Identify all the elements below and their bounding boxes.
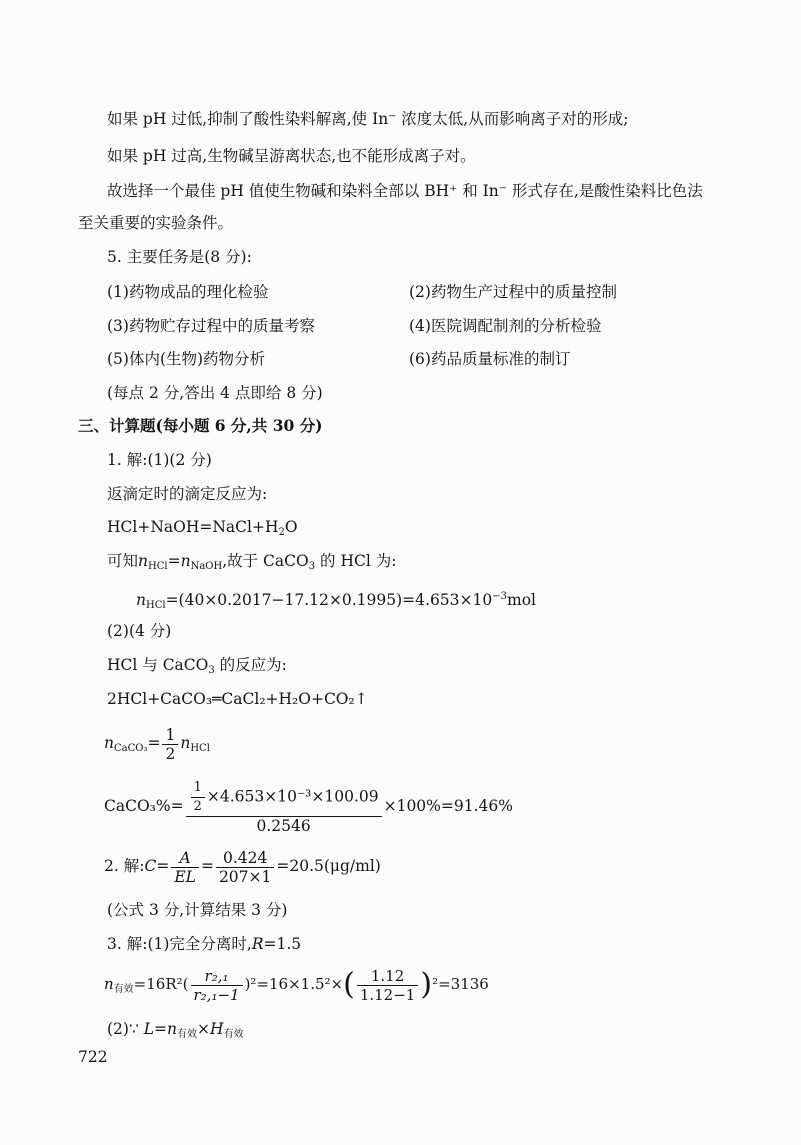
q5-item-3: (3)药物贮存过程中的质量考察 (107, 317, 315, 335)
s3-title: 3. 解:(1)完全分离时,R=1.5 (107, 935, 302, 953)
q5-title: 5. 主要任务是(8 分): (107, 248, 252, 266)
s1-text-2: 可知$n_{HCl}=n_{NaOH}$,故于 CaCO$_3$ 的 HCl 为: (107, 552, 397, 572)
q5-item-2: (2)药物生产过程中的质量控制 (409, 283, 617, 301)
fraction-half: $\frac{1}{2}$ (162, 726, 178, 763)
s1-title: 1. 解:(1)(2 分) (107, 451, 212, 469)
s1-text: 返滴定时的滴定反应为: (107, 485, 268, 503)
para1-line3: 故选择一个最佳 pH 值使生物碱和染料全部以 BH⁺ 和 In⁻ 形式存在,是酸性染料比色法 (107, 182, 703, 200)
q5-item-4: (4)医院调配制剂的分析检验 (409, 317, 602, 335)
s1-text-3: HCl 与 CaCO$_3$ 的反应为: (107, 656, 287, 676)
para1-line1: 如果 pH 过低,抑制了酸性染料解离,使 In⁻ 浓度太低,从而影响离子对的形成; (107, 110, 629, 128)
s3-part2: (2)∵ $L=n_{有效}\times H_{有效}$ (107, 1020, 244, 1040)
s2-note: (公式 3 分,计算结果 3 分) (107, 901, 288, 919)
section3-heading: 三、计算题(每小题 6 分,共 30 分) (78, 416, 323, 435)
para1-line2: 如果 pH 过高,生物碱呈游离状态,也不能形成离子对。 (107, 147, 476, 165)
s2-equation: 2. 解:C= $\frac{A}{EL}$ = $\frac{0.424}{207\times 1}$ =20.5(μg/ml) (104, 848, 381, 886)
q5-note: (每点 2 分,答出 4 点即给 8 分) (107, 384, 323, 402)
para1-line4: 至关重要的实验条件。 (78, 214, 234, 232)
s1-equation-2: $n_{HCl}=(40\times 0.2017-17.12\times 0.1995)=4.653\times 10^{-3}mol$ (136, 591, 536, 611)
s1-part2: (2)(4 分) (107, 622, 172, 640)
s1-equation-3: 2HCl+CaCO₃═CaCl₂+H₂O+CO₂↑ (107, 690, 368, 708)
page-number: 722 (78, 1048, 108, 1066)
fraction-percent: $\frac{1}{2}$ ×4.653×10⁻³×100.09 0.2546 (186, 779, 382, 835)
s1-equation-5: CaCO₃%= $\frac{1}{2}$ ×4.653×10⁻³×100.09 0.2546 ×100%=91.46% (104, 780, 513, 835)
q5-item-6: (6)药品质量标准的制订 (409, 350, 571, 368)
q5-item-1: (1)药物成品的理化检验 (107, 283, 269, 301)
s1-equation-1: $HCl+NaOH=NaCl+H_2O$ (107, 518, 298, 538)
q5-item-5: (5)体内(生物)药物分析 (107, 350, 266, 368)
s3-equation: $n_{有效}=16R^2$( $\frac{\text{r₂,₁}}{\text{r₂,₁−1}}$ )²=16×1.5²×( $\frac{1.12}{1.12-1}$ )²=3136 (104, 966, 489, 1004)
s1-equation-4: $n_{CaCO_3}=$ $\frac{1}{2}$ $n_{HCl}$ (104, 725, 210, 763)
